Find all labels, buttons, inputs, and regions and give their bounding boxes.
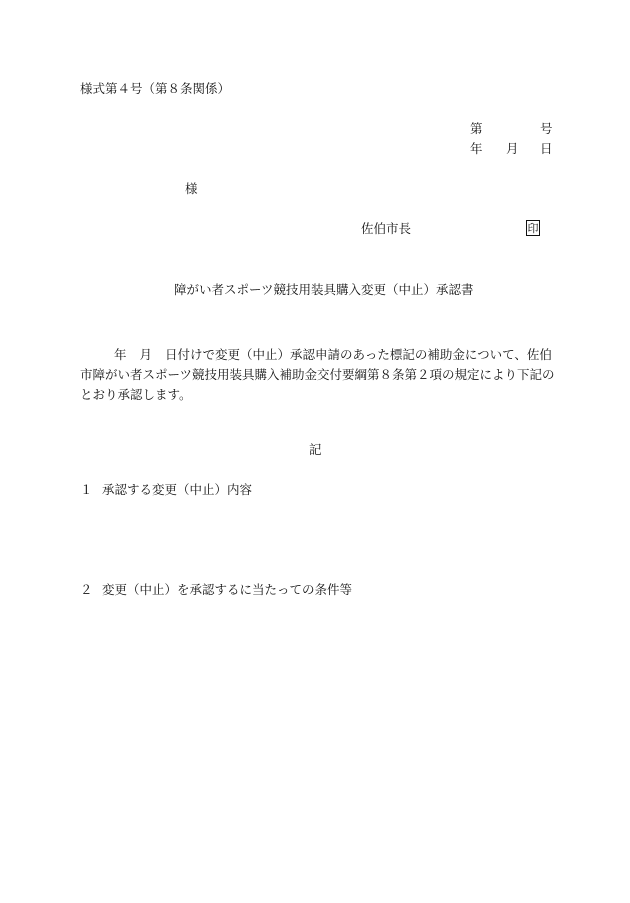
- body-month: 月: [139, 347, 153, 362]
- item-2: [80, 584, 352, 597]
- item-number: ２: [80, 582, 93, 597]
- addressee-honorific: 様: [185, 181, 198, 196]
- body-text: 日付けで変更（中止）承認申請のあった標記の補助金について、佐伯市障がい者スポーツ競技用装具購入補助金交付要綱第８条第２項の規定により下記のとおり承認します。: [80, 347, 555, 402]
- doc-number-prefix: 第: [470, 121, 483, 136]
- doc-number-suffix: 号: [540, 121, 553, 136]
- date-year: 年: [470, 141, 483, 156]
- seal-mark: 印: [527, 221, 539, 235]
- issuer-title: 佐伯市長: [361, 221, 412, 236]
- form-number: 様式第４号（第８条関係）: [80, 81, 231, 96]
- note-heading: 記: [309, 442, 322, 457]
- item-number: １: [80, 482, 93, 497]
- body-paragraph: [80, 345, 555, 405]
- date-day: 日: [540, 141, 553, 156]
- item-label: 承認する変更（中止）内容: [102, 482, 253, 497]
- document-title: 障がい者スポーツ競技用装具購入変更（中止）承認書: [174, 282, 474, 297]
- item-1: [80, 484, 252, 497]
- item-label: 変更（中止）を承認するに当たっての条件等: [102, 582, 353, 597]
- date-month: 月: [506, 141, 519, 156]
- body-year: 年: [114, 347, 127, 362]
